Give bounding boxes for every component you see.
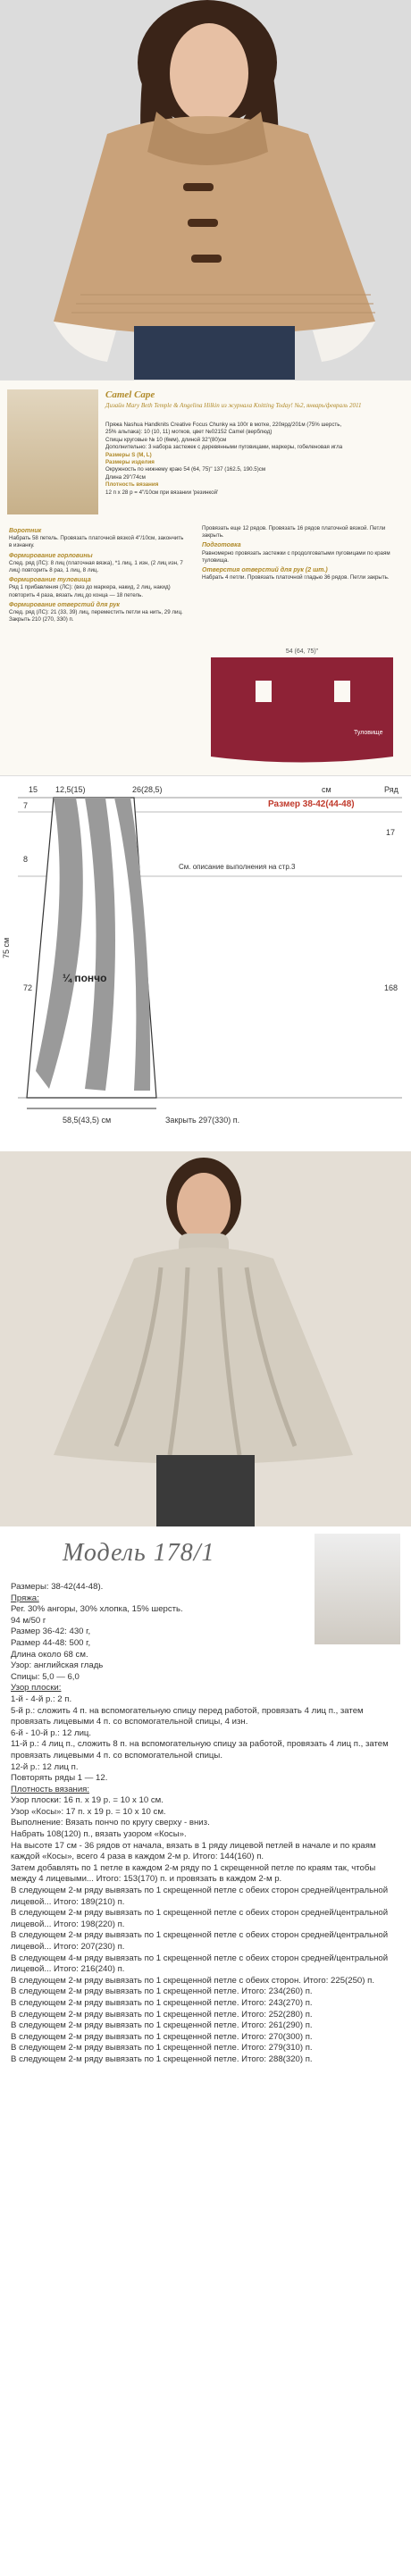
meta-line: 25% альпака): 10 (10, 11) мотков, цвет №02152 Camel (верблюд) bbox=[105, 429, 273, 436]
pattern-line: Повторять ряды 1 — 12. bbox=[11, 1773, 108, 1784]
pattern-line: 11-й р.: 4 лиц п., сложить 8 п. на вспомогательную спицу за работой, провязать 4 лиц п., затем провязать лицевыми 4 п. со вспомогательной спицы. bbox=[11, 1739, 389, 1761]
col-header-row: Ряд bbox=[384, 785, 398, 794]
section-text: Равномерно провязать застежки с продолговатыми пуговицами по краям туловища. bbox=[202, 549, 390, 564]
pattern-line: Затем добавлять по 1 петле в каждом 2-м ряду по 1 скрещенной петле по краям так, чтобы между 4 лицевыми... Итого: 153(170) п. и провязать в каждом 2-м р. bbox=[11, 1862, 376, 1885]
pattern-line: Размеры: 38-42(44-48). bbox=[11, 1582, 104, 1592]
pattern-line: В следующем 2-м ряду вывязать по 1 скрещенной петле. Итого: 234(260) п. bbox=[11, 1986, 313, 1997]
poncho-schematic bbox=[0, 776, 411, 1151]
section-text: След. ряд (ЛС): 21 (33, 39) лиц, переместить петли на нить, 29 лиц. Закрыть 210 (270, 330) п. bbox=[9, 609, 183, 623]
body-diagram bbox=[202, 645, 402, 770]
left-row-3: 72 bbox=[23, 983, 33, 992]
pattern-instructions bbox=[0, 1526, 411, 2576]
section-heading: Формирование горловины bbox=[9, 552, 93, 559]
meta-line: Окружность по нижнему краю 54 (64, 75)" 137 (162.5, 190.5)см bbox=[105, 466, 266, 473]
diagram-top-label: 54 (64, 75)" bbox=[285, 648, 319, 655]
pattern-line: В следующем 2-м ряду вывязать по 1 скрещенной петле с обеих сторон средней/центральной лицевой... Итого: 189(210) п. bbox=[11, 1886, 389, 1907]
section-heading: Воротник bbox=[9, 528, 42, 534]
section-text: Ряд 1 прибавления (ЛС): (вяз до маркера, накид, 2 лиц, накид) повторить 4 раза, вязать лиц до конца — 18 петель. bbox=[9, 584, 171, 598]
pattern-line: В следующем 2-м ряду вывязать по 1 скрещенной петле с обеих сторон. Итого: 225(250) п. bbox=[11, 1975, 374, 1986]
bottom-dim: 58,5(43,5) см bbox=[63, 1116, 112, 1125]
pattern-line: 1-й - 4-й р.: 2 п. bbox=[11, 1694, 72, 1704]
pattern-line: В следующем 2-м ряду вывязать по 1 скрещенной петле с обеих сторон средней/центральной лицевой... Итого: 198(220) п. bbox=[11, 1908, 389, 1929]
pattern-line: В следующем 2-м ряду вывязать по 1 скрещенной петле. Итого: 261(290) п. bbox=[11, 2020, 313, 2031]
cape-photo-drawing bbox=[0, 0, 411, 380]
pattern-line: Длина около 68 см. bbox=[11, 1649, 88, 1660]
right-row-1: 17 bbox=[386, 828, 396, 837]
pattern-line: 12-й р.: 12 лиц п. bbox=[11, 1761, 79, 1772]
magazine-left-column bbox=[9, 525, 188, 623]
poncho-photo bbox=[0, 1151, 411, 1526]
poncho-photo-drawing bbox=[0, 1151, 411, 1526]
top-dim-1: 12,5(15) bbox=[55, 785, 86, 794]
pattern-line: Выполнение: Вязать пончо по кругу сверху - вниз. bbox=[11, 1818, 210, 1828]
magazine-subtitle: Дизайн Mary Beth Temple & Angelina Hilkin из журнала Knitting Today! №2, январь/февраль 2011 bbox=[105, 402, 362, 409]
pattern-line: Узор: английская гладь bbox=[11, 1660, 104, 1671]
model-title: Модель 178/1 bbox=[63, 1539, 215, 1567]
section-heading: Подготовка bbox=[202, 542, 241, 549]
left-row-1: 7 bbox=[23, 801, 29, 810]
pattern-line: Рег. 30% ангоры, 30% хлопка, 15% шерсть. bbox=[11, 1604, 183, 1615]
meta-line: Пряжа Nashua Handknits Creative Focus Chunky на 100г в мотке, 220ярд/201м (75% шерсть, bbox=[105, 422, 342, 428]
section-text: Набрать 58 петель. Провязать платочной вязкой 4"/10см, закончить в изнанку. bbox=[9, 535, 184, 549]
pattern-line: В следующем 2-м ряду вывязать по 1 скрещенной петле с обеих сторон средней/центральной лицевой... Итого: 207(230) п. bbox=[11, 1930, 389, 1952]
pattern-line: В следующем 2-м ряду вывязать по 1 скрещенной петле. Итого: 243(270) п. bbox=[11, 1997, 313, 2008]
pattern-line: 5-й р.: сложить 4 п. на вспомогательную спицу перед работой, провязать 4 лиц п., затем провязать лицевыми 4 п. со вспомогательной спицы, 4 изн. bbox=[11, 1705, 364, 1727]
size-label: Размер 38-42(44-48) bbox=[268, 799, 355, 809]
schematic-drawing bbox=[0, 776, 411, 1151]
pattern-line: Набрать 108(120) п., вязать узором «Косы». bbox=[11, 1829, 187, 1840]
section-text: Провязать еще 12 рядов. Провязать 16 рядов платочной вязкой. Петли закрыть. bbox=[202, 525, 386, 539]
pattern-line: Узор «Косы»: 17 п. х 19 р. = 10 х 10 см. bbox=[11, 1806, 166, 1817]
meta-line: Размеры изделия bbox=[105, 459, 155, 466]
meta-line: Размеры S (M, L) bbox=[105, 451, 152, 458]
right-row-2: 168 bbox=[384, 983, 398, 992]
pattern-line: Узор плоски: bbox=[11, 1683, 62, 1694]
meta-line: Плотность вязания bbox=[105, 481, 159, 489]
meta-line: Спицы круговые № 10 (6мм), длиной 32"(80)см bbox=[105, 436, 227, 443]
pattern-line: В следующем 4-м ряду вывязать по 1 скрещенной петле с обеих сторон средней/центральной лицевой... Итого: 216(240) п. bbox=[11, 1953, 389, 1975]
pattern-line: В следующем 2-м ряду вывязать по 1 скрещенной петле. Итого: 270(300) п. bbox=[11, 2031, 313, 2042]
pattern-line: Размер 36-42: 430 г, bbox=[11, 1627, 91, 1637]
meta-line: Длина 29"/74см bbox=[105, 473, 146, 481]
diagram-label: Туловище bbox=[354, 730, 383, 736]
meta-line: Дополнительно: 3 набора застежек с деревянными пуговицами, маркеры, гобеленовая игла bbox=[105, 444, 343, 451]
section-heading: Отверстия отверстий для рук (2 шт.) bbox=[202, 567, 328, 574]
col-header-cm: см bbox=[322, 785, 331, 794]
left-row-2: 8 bbox=[23, 855, 29, 864]
magazine-thumbnail bbox=[7, 389, 98, 514]
meta-line: 12 п x 28 р = 4"/10см при вязании 'резинкой' bbox=[105, 489, 219, 496]
center-label: ¼ пончо bbox=[63, 972, 107, 984]
magazine-right-column bbox=[202, 525, 402, 581]
pattern-line: Пряжа: bbox=[11, 1593, 39, 1603]
bottom-note: Закрыть 297(330) п. bbox=[165, 1116, 240, 1125]
pattern-line: В следующем 2-м ряду вывязать по 1 скрещенной петле. Итого: 279(310) п. bbox=[11, 2043, 313, 2053]
top-dim-2: 26(28,5) bbox=[132, 785, 163, 794]
section-text: Набрать 4 петли. Провязать платочной гладью 36 рядов. Петли закрыть. bbox=[202, 574, 390, 581]
pattern-line: В следующем 2-м ряду вывязать по 1 скрещенной петле. Итого: 288(320) п. bbox=[11, 2053, 313, 2064]
pattern-line: Узор плоски: 16 п. х 19 р. = 10 х 10 см. bbox=[11, 1795, 164, 1806]
pattern-line: На высоте 17 см - 36 рядов от начала, вязать в 1 ряду лицевой петлей в начале и по краям каждой «Косы», всего 4 раза в каждом 2-м р. Итого: 144(160) п. bbox=[11, 1840, 376, 1862]
section-text: След. ряд (ЛС): 8 лиц (платочная вязка), *1 лиц, 1 изн, (2 лиц изн, 7 лиц) повторить 8 раз, 1 лиц, 8 лиц. bbox=[9, 559, 183, 574]
top-dim-3: 15 bbox=[29, 785, 38, 794]
magazine-page bbox=[0, 380, 411, 776]
height-label: 75 см bbox=[2, 937, 11, 958]
pattern-line: В следующем 2-м ряду вывязать по 1 скрещенной петле. Итого: 252(280) п. bbox=[11, 2009, 313, 2020]
pattern-body bbox=[11, 1582, 397, 2066]
magazine-title: Camel Cape bbox=[105, 389, 155, 400]
pattern-line: 6-й - 10-й р.: 12 лиц. bbox=[11, 1727, 92, 1738]
pattern-line: 94 м/50 г bbox=[11, 1615, 46, 1626]
schematic-note: См. описание выполнения на стр.3 bbox=[179, 863, 296, 871]
cape-photo bbox=[0, 0, 411, 380]
pattern-line: Размер 44-48: 500 г, bbox=[11, 1637, 91, 1648]
pattern-line: Спицы: 5,0 — 6,0 bbox=[11, 1671, 80, 1682]
section-heading: Формирование отверстий для рук bbox=[9, 601, 120, 608]
magazine-meta bbox=[105, 422, 402, 497]
pattern-line: Плотность вязания: bbox=[11, 1784, 90, 1794]
section-heading: Формирование туловища bbox=[9, 577, 91, 584]
